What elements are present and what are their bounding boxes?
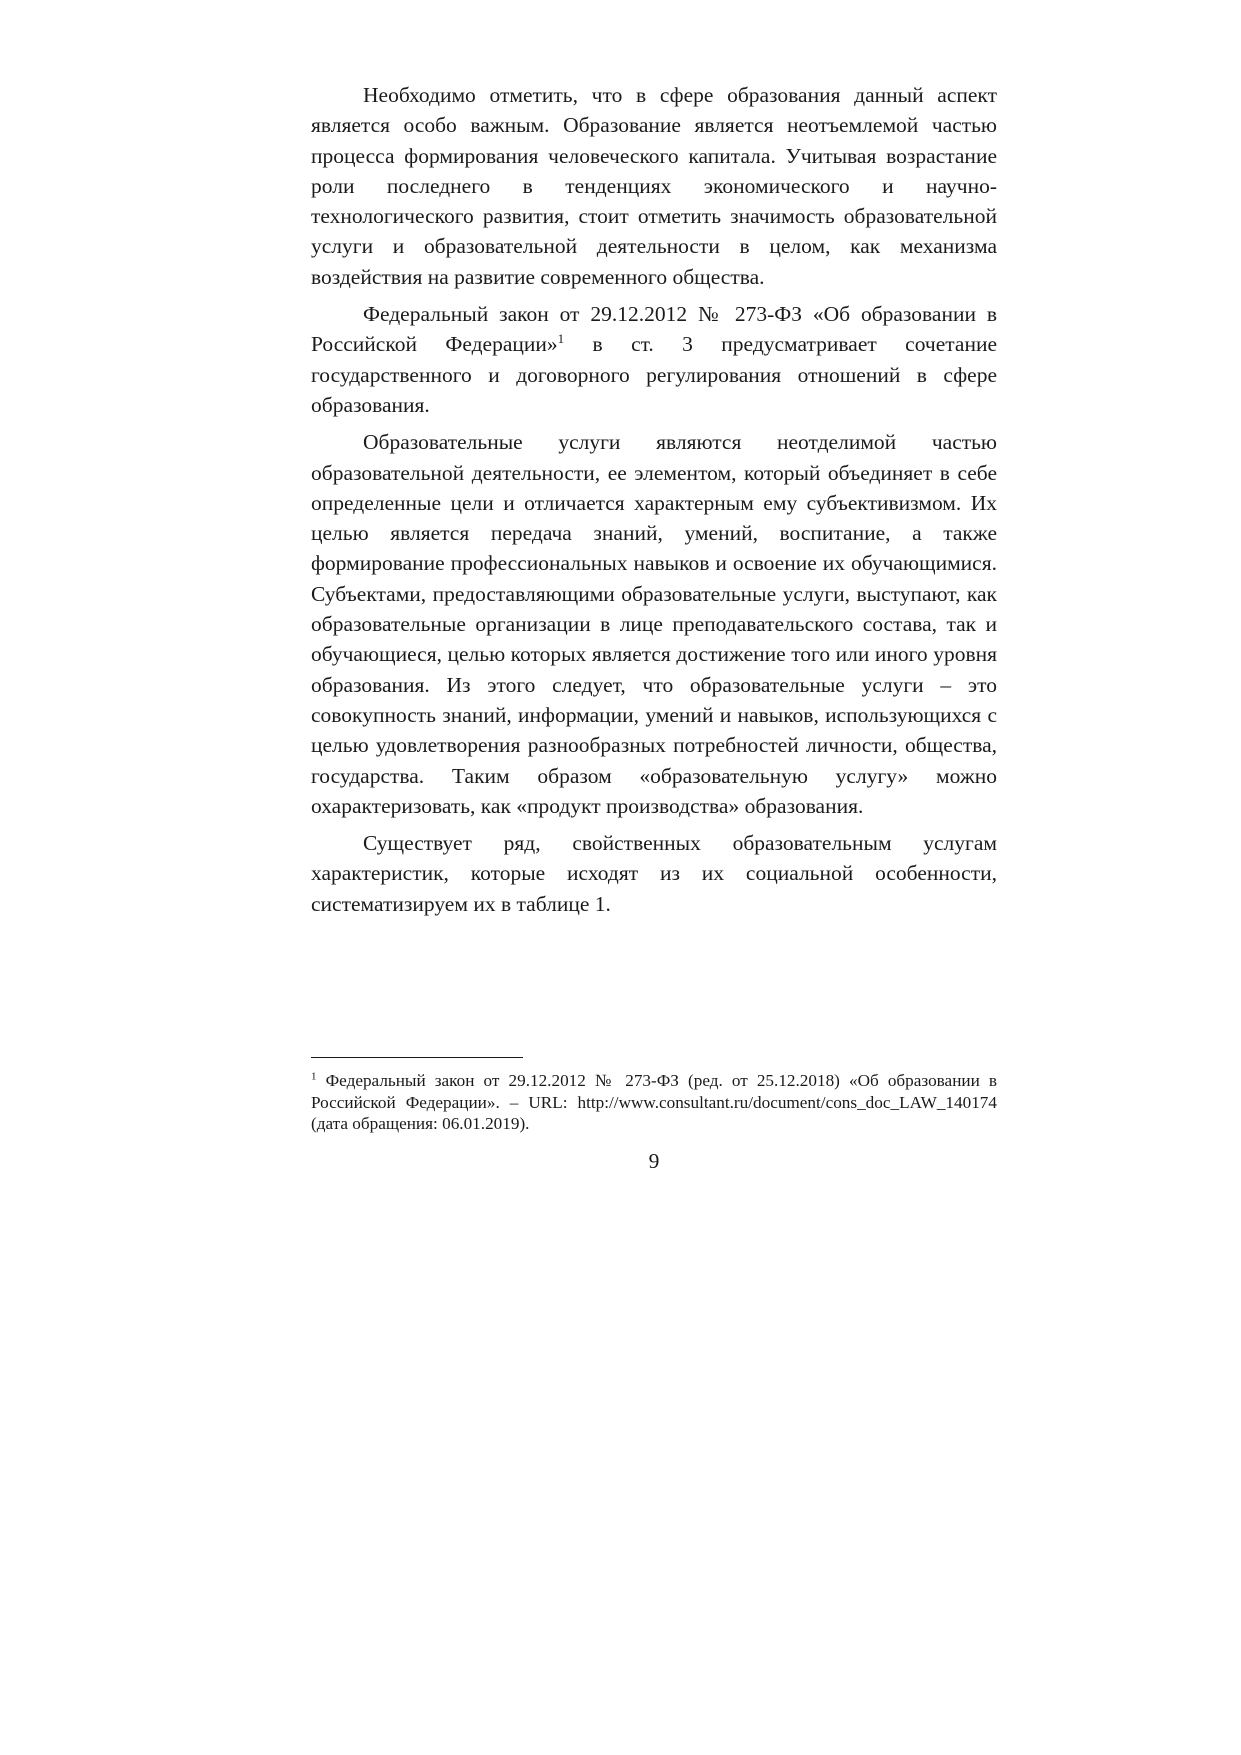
footnote-separator xyxy=(311,1057,523,1058)
paragraph-education-aspect: Необходимо отметить, что в сфере образования данный аспект является особо важным. Образование является неотъемлемой частью процесса формирования человеческого капитала. Учитывая возрастание роли последнего в тенденциях экономического и научно-технологического развития, стоит отметить значимость образовательной услуги и образовательной деятельности в целом, как механизма воздействия на развитие современного общества. xyxy=(311,83,997,289)
footnote-mark: 1 xyxy=(311,1070,317,1083)
page-number: 9 xyxy=(648,1149,660,1173)
law-text-start: Федеральный закон от 29.12.2012 № 273-ФЗ «Об образовании в Российской Федерации» xyxy=(311,302,997,357)
paragraph-characteristics: Существует ряд, свойственных образовательным услугам характеристик, которые исходят из их социальной особенности, систематизируем их в таблице 1. xyxy=(311,831,997,916)
footnote xyxy=(311,1070,997,1135)
paragraph-federal-law xyxy=(311,299,997,420)
footnote-reference[interactable]: 1 xyxy=(557,331,565,347)
law-text-end: в ст. 3 предусматривает сочетание государственного и договорного регулирования отношений в сфере образования. xyxy=(311,332,997,417)
footnote-text: Федеральный закон от 29.12.2012 № 273-ФЗ (ред. от 25.12.2018) «Об образовании в Российской Федерации». – URL: http://www.consultant.ru/document/cons_doc_LAW_140174 (дата обращения: 06.01.2019). xyxy=(311,1071,997,1133)
paragraph-educational-services: Образовательные услуги являются неотделимой частью образовательной деятельности, ее элементом, который объединяет в себе определенные цели и отличается характерным ему субъективизмом. Их целью является передача знаний, умений, воспитание, а также формирование профессиональных навыков и освоение их обучающимися. Субъектами, предоставляющими образовательные услуги, выступают, как образовательные организации в лице преподавательского состава, так и обучающиеся, целью которых является достижение того или иного уровня образования. Из этого следует, что образовательные услуги – это совокупность знаний, информации, умений и навыков, использующихся с целью удовлетворения разнообразных потребностей личности, общества, государства. Таким образом «образовательную услугу» можно охарактеризовать, как «продукт производства» образования. xyxy=(311,430,997,818)
body-text xyxy=(311,80,997,919)
